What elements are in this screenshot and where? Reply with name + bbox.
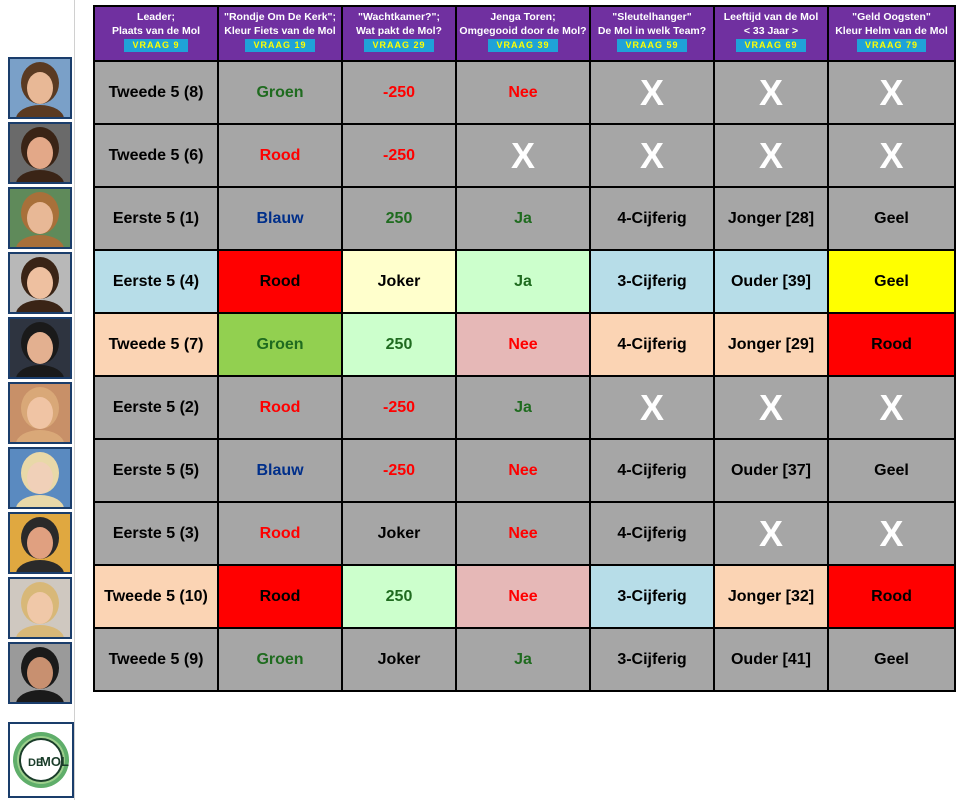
cell-value: Tweede 5 (8) xyxy=(108,83,204,101)
cell-value: Eerste 5 (4) xyxy=(112,272,200,290)
cell-value: Geel xyxy=(874,650,909,668)
table-cell xyxy=(714,250,828,313)
table-cell xyxy=(590,250,714,313)
column-header xyxy=(342,6,456,61)
vraag-badge: VRAAG 79 xyxy=(857,39,926,52)
table-cell xyxy=(342,376,456,439)
cross-icon: X xyxy=(639,71,664,113)
cell-value: Eerste 5 (5) xyxy=(112,461,200,479)
cell-value: Groen xyxy=(256,335,304,353)
divider-line xyxy=(74,0,75,800)
table-cell xyxy=(714,502,828,565)
header-line1: "Sleutelhanger" xyxy=(612,11,692,23)
cell-value: -250 xyxy=(382,146,416,164)
table-cell xyxy=(590,502,714,565)
table-cell xyxy=(218,61,342,124)
table-cell xyxy=(590,376,714,439)
svg-text:MOL: MOL xyxy=(40,754,69,769)
cell-value: Ja xyxy=(514,650,532,668)
cross-icon: X xyxy=(879,134,904,176)
candidate-photo-icon xyxy=(8,57,72,119)
table-cell xyxy=(94,187,218,250)
header-line2: Kleur Fiets van de Mol xyxy=(224,25,336,37)
cell-value: 4-Cijferig xyxy=(617,209,687,227)
cell-value: Ouder [41] xyxy=(730,650,811,668)
table-cell xyxy=(218,313,342,376)
column-header xyxy=(218,6,342,61)
cell-value: 3-Cijferig xyxy=(617,650,687,668)
table-cell xyxy=(714,565,828,628)
cell-value: Ja xyxy=(514,272,532,290)
table-cell xyxy=(714,439,828,502)
column-header xyxy=(456,6,590,61)
table-cell xyxy=(94,439,218,502)
table-cell xyxy=(828,628,955,691)
cell-value: 4-Cijferig xyxy=(617,524,687,542)
candidate-photo-icon xyxy=(8,512,72,574)
cross-icon: X xyxy=(879,71,904,113)
table-cell xyxy=(456,124,590,187)
header-line1: Leeftijd van de Mol xyxy=(723,11,819,23)
vraag-badge: VRAAG 19 xyxy=(245,39,314,52)
cross-icon: X xyxy=(758,134,783,176)
cell-value: Tweede 5 (6) xyxy=(108,146,204,164)
table-cell xyxy=(94,250,218,313)
table-cell xyxy=(828,439,955,502)
column-header xyxy=(828,6,955,61)
cell-value: Tweede 5 (10) xyxy=(104,587,208,605)
candidate-photo-icon xyxy=(8,642,72,704)
cell-value: Joker xyxy=(377,272,421,290)
cell-value: Rood xyxy=(259,524,301,542)
cell-value: Ja xyxy=(514,398,532,416)
column-header xyxy=(94,6,218,61)
header-line2: Wat pakt de Mol? xyxy=(356,25,442,37)
vraag-badge: VRAAG 59 xyxy=(617,39,686,52)
cell-value: Eerste 5 (1) xyxy=(112,209,200,227)
cell-value: Jonger [32] xyxy=(727,587,815,605)
cross-icon: X xyxy=(639,386,664,428)
table-cell xyxy=(218,439,342,502)
table-cell xyxy=(828,61,955,124)
header-line2: Plaats van de Mol xyxy=(111,25,201,37)
table-cell xyxy=(828,313,955,376)
table-cell xyxy=(94,313,218,376)
header-line1: Leader; xyxy=(137,11,175,23)
table-cell xyxy=(218,628,342,691)
cell-value: 3-Cijferig xyxy=(617,587,687,605)
table-cell xyxy=(342,628,456,691)
table-cell xyxy=(342,61,456,124)
header-line1: "Wachtkamer?"; xyxy=(358,11,440,23)
svg-text:DE: DE xyxy=(28,757,44,769)
candidate-photo-icon xyxy=(8,122,72,184)
cell-value: Nee xyxy=(508,524,538,542)
candidate-photo-icon xyxy=(8,577,72,639)
table-cell xyxy=(94,565,218,628)
candidate-photo-icon xyxy=(8,317,72,379)
cell-value: Rood xyxy=(871,587,912,605)
table-cell xyxy=(590,565,714,628)
table-cell xyxy=(342,502,456,565)
cell-value: Groen xyxy=(256,650,304,668)
cross-icon: X xyxy=(758,386,783,428)
cell-value: -250 xyxy=(382,83,416,101)
cell-value: 4-Cijferig xyxy=(617,461,687,479)
cell-value: Rood xyxy=(259,587,301,605)
table-cell xyxy=(714,124,828,187)
cell-value: Nee xyxy=(508,461,538,479)
table-cell xyxy=(828,187,955,250)
table-cell xyxy=(456,376,590,439)
table-cell xyxy=(828,565,955,628)
cell-value: 3-Cijferig xyxy=(617,272,687,290)
cell-value: 250 xyxy=(385,335,413,353)
table-cell xyxy=(218,187,342,250)
vraag-badge: VRAAG 69 xyxy=(736,39,805,52)
table-cell xyxy=(342,250,456,313)
cell-value: Tweede 5 (7) xyxy=(108,335,204,353)
candidate-photo-icon xyxy=(8,447,72,509)
table-row xyxy=(94,565,955,628)
cell-value: Geel xyxy=(874,272,909,290)
table-row xyxy=(94,628,955,691)
cell-value: Joker xyxy=(377,524,421,542)
table-cell xyxy=(590,124,714,187)
table-cell xyxy=(342,565,456,628)
table-cell xyxy=(590,628,714,691)
table-cell xyxy=(714,313,828,376)
cell-value: -250 xyxy=(382,398,416,416)
column-header xyxy=(590,6,714,61)
header-row xyxy=(94,6,955,61)
de-mol-logo-icon xyxy=(8,722,74,798)
table-cell xyxy=(590,187,714,250)
cross-icon: X xyxy=(879,512,904,554)
cell-value: -250 xyxy=(382,461,416,479)
table-cell xyxy=(342,124,456,187)
vraag-badge: VRAAG 39 xyxy=(488,39,557,52)
table-cell xyxy=(218,250,342,313)
column-header xyxy=(714,6,828,61)
cell-value: Rood xyxy=(259,398,301,416)
table-cell xyxy=(714,187,828,250)
cell-value: 250 xyxy=(385,587,413,605)
table-cell xyxy=(828,502,955,565)
cell-value: Jonger [28] xyxy=(727,209,815,227)
cross-icon: X xyxy=(758,71,783,113)
cell-value: Ja xyxy=(514,209,532,227)
table-cell xyxy=(456,502,590,565)
table-row xyxy=(94,250,955,313)
table-cell xyxy=(828,124,955,187)
cross-icon: X xyxy=(510,134,535,176)
table-row xyxy=(94,502,955,565)
table-cell xyxy=(456,565,590,628)
table-cell xyxy=(94,61,218,124)
table-cell xyxy=(590,313,714,376)
table-row xyxy=(94,61,955,124)
table-cell xyxy=(456,187,590,250)
table-cell xyxy=(342,313,456,376)
table-cell xyxy=(456,628,590,691)
cell-value: Rood xyxy=(259,272,301,290)
header-line1: Jenga Toren; xyxy=(490,11,556,23)
table-cell xyxy=(456,250,590,313)
table-cell xyxy=(342,187,456,250)
table-cell xyxy=(342,439,456,502)
table-cell xyxy=(218,376,342,439)
cross-icon: X xyxy=(758,512,783,554)
table-cell xyxy=(456,61,590,124)
candidate-photo-icon xyxy=(8,252,72,314)
header-line2: Omgegooid door de Mol? xyxy=(459,25,587,37)
candidate-photo-icon xyxy=(8,382,72,444)
cell-value: Nee xyxy=(508,335,538,353)
candidate-photo-icon xyxy=(8,187,72,249)
table-cell xyxy=(218,565,342,628)
table-row xyxy=(94,313,955,376)
table-cell xyxy=(218,124,342,187)
table-cell xyxy=(94,376,218,439)
table-row xyxy=(94,376,955,439)
table-cell xyxy=(218,502,342,565)
table-row xyxy=(94,439,955,502)
cell-value: Blauw xyxy=(256,209,304,227)
cell-value: Geel xyxy=(874,209,909,227)
table-cell xyxy=(714,376,828,439)
table-cell xyxy=(590,61,714,124)
table-cell xyxy=(94,628,218,691)
cross-icon: X xyxy=(879,386,904,428)
header-line2: De Mol in welk Team? xyxy=(597,25,707,37)
cell-value: Ouder [37] xyxy=(730,461,811,479)
cell-value: Ouder [39] xyxy=(730,272,811,290)
cross-icon: X xyxy=(639,134,664,176)
vraag-badge: VRAAG 9 xyxy=(124,39,187,52)
table-cell xyxy=(456,313,590,376)
cell-value: 4-Cijferig xyxy=(617,335,687,353)
cell-value: Groen xyxy=(256,83,304,101)
table-cell xyxy=(94,124,218,187)
cell-value: Geel xyxy=(874,461,909,479)
cell-value: Joker xyxy=(377,650,421,668)
table-row xyxy=(94,187,955,250)
cell-value: 250 xyxy=(385,209,413,227)
header-line2: Kleur Helm van de Mol xyxy=(835,25,948,37)
cell-value: Nee xyxy=(508,587,538,605)
cell-value: Nee xyxy=(508,83,538,101)
table-cell xyxy=(590,439,714,502)
table-row xyxy=(94,124,955,187)
vraag-badge: VRAAG 29 xyxy=(364,39,433,52)
header-line2: < 33 Jaar > xyxy=(743,25,799,37)
table-cell xyxy=(456,439,590,502)
cell-value: Eerste 5 (2) xyxy=(112,398,200,416)
header-line1: "Rondje Om De Kerk"; xyxy=(223,11,337,23)
header-line1: "Geld Oogsten" xyxy=(852,11,931,23)
table-cell xyxy=(714,61,828,124)
mol-quiz-table xyxy=(93,5,956,692)
cell-value: Jonger [29] xyxy=(727,335,815,353)
cell-value: Rood xyxy=(871,335,912,353)
cell-value: Blauw xyxy=(256,461,304,479)
cell-value: Rood xyxy=(259,146,301,164)
table-cell xyxy=(714,628,828,691)
table-cell xyxy=(94,502,218,565)
cell-value: Tweede 5 (9) xyxy=(108,650,204,668)
cell-value: Eerste 5 (3) xyxy=(112,524,200,542)
table-cell xyxy=(828,250,955,313)
table-cell xyxy=(828,376,955,439)
